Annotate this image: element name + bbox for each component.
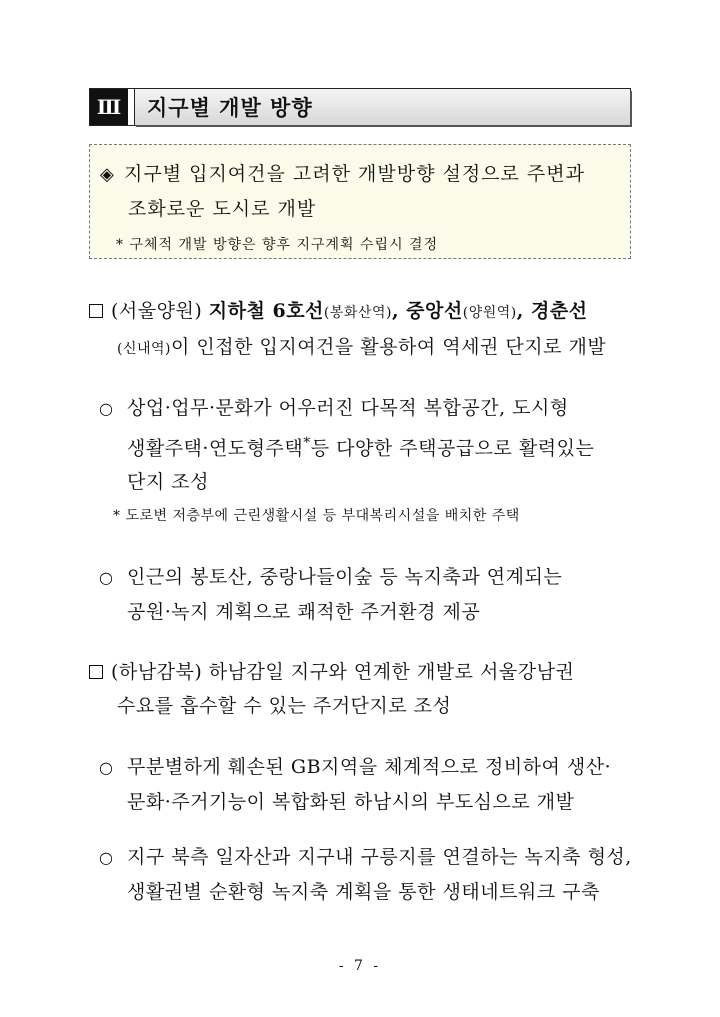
district1-line-2 <box>89 330 649 366</box>
square-bullet-icon <box>89 665 103 679</box>
district2-item-2 <box>99 840 659 909</box>
summary-line-1 <box>100 157 612 192</box>
summary-note: * 구체적 개발 방향은 향후 지구계획 수립시 결정 <box>116 237 439 253</box>
district2-item1-line-1 <box>99 750 659 785</box>
district1-item2-text-1: 인근의 봉토산, 중랑나들이숲 등 녹지축과 연계되는 <box>127 566 563 588</box>
district1-l1-a: 지하철 6호선 <box>208 300 324 322</box>
square-bullet-icon <box>89 304 103 318</box>
district1-item1-line-2 <box>99 426 659 465</box>
page-number: - 7 - <box>338 958 382 974</box>
district1-l1-c: , 중앙선 <box>391 300 463 322</box>
district1-l1-d: (양원역) <box>462 305 517 321</box>
district2-line-1 <box>89 655 649 689</box>
circle-bullet-icon: ○ <box>99 758 114 777</box>
diamond-bullet-icon: ◈ <box>100 164 115 185</box>
district2-heading <box>89 655 649 723</box>
district1-item1-line-1 <box>99 391 659 426</box>
district1-l2-b: 이 인접한 입지여건을 활용하여 역세권 단지로 개발 <box>171 336 607 358</box>
district1-item1-line-3: 단지 조성 <box>127 471 209 494</box>
district1-item2-line-1 <box>99 560 659 595</box>
summary-line-2: 조화로운 도시로 개발 <box>128 198 317 220</box>
district1-l2-a: (신내역) <box>117 341 171 357</box>
district2-text-1: 하남감일 지구와 연계한 개발로 서울강남권 <box>208 661 575 683</box>
district1-heading <box>89 294 649 366</box>
footnote-marker: * <box>303 435 311 451</box>
district2-item2-line-1 <box>99 840 659 875</box>
district2-item2-text-1: 지구 북측 일자산과 지구내 구릉지를 연결하는 녹지축 형성, <box>127 846 632 868</box>
section-title: 지구별 개발 방향 <box>147 96 313 120</box>
circle-bullet-icon: ○ <box>99 848 114 867</box>
district1-line-1 <box>89 294 649 330</box>
district1-item2-line-2: 공원·녹지 계획으로 쾌적한 주거환경 제공 <box>127 601 481 623</box>
district1-label: (서울양원) <box>111 300 203 322</box>
district2-item2-line-2: 생활권별 순환형 녹지축 계획을 통한 생태네트워크 구축 <box>127 881 600 903</box>
district2-item-1 <box>99 750 659 819</box>
district1-item1-text-1: 상업·업무·문화가 어우러진 다목적 복합공간, 도시형 <box>127 397 569 419</box>
district1-item1-text-2b: 등 다양한 주택공급으로 활력있는 <box>310 437 595 460</box>
section-number: Ⅲ <box>90 89 128 125</box>
district2-line-2: 수요를 흡수할 수 있는 주거단지로 조성 <box>117 695 452 717</box>
summary-text-1: 지구별 입지여건을 고려한 개발방향 설정으로 주변과 <box>124 163 585 185</box>
district2-item1-line-2: 문화·주거기능이 복합화된 하남시의 부도심으로 개발 <box>127 791 575 813</box>
summary-box <box>89 144 631 259</box>
district1-l1-e: , 경춘선 <box>516 300 588 322</box>
circle-bullet-icon: ○ <box>99 568 114 587</box>
district2-label: (하남감북) <box>111 661 203 683</box>
district1-item-1 <box>99 391 659 499</box>
circle-bullet-icon: ○ <box>99 399 114 418</box>
section-title-box <box>134 89 630 125</box>
district1-l1-b: (봉화산역) <box>323 305 392 321</box>
district1-item-2 <box>99 560 659 629</box>
district1-note: * 도로변 저층부에 근린생활시설 등 부대복리시설을 배치한 주택 <box>113 508 520 524</box>
section-header <box>89 88 631 126</box>
district1-item1-text-2a: 생활주택·연도형주택 <box>127 437 304 460</box>
district2-item1-text-1: 무분별하게 훼손된 GB지역을 체계적으로 정비하여 생산· <box>127 756 612 778</box>
